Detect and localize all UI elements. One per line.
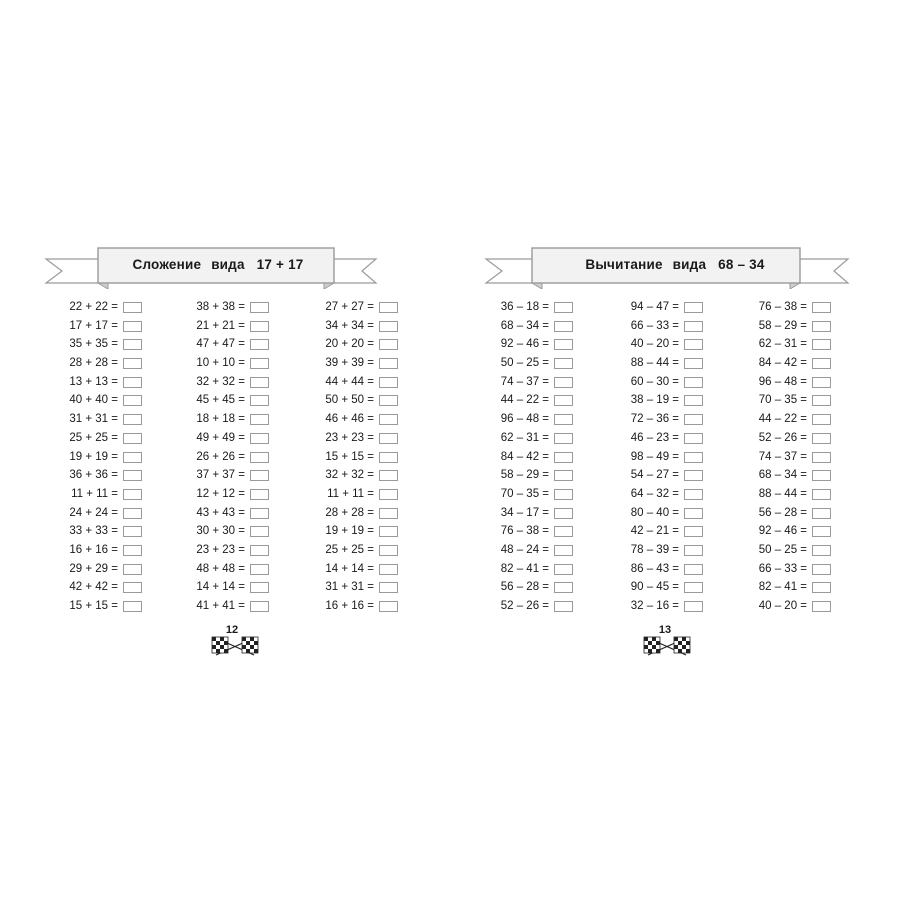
answer-box[interactable] <box>379 564 398 575</box>
answer-box[interactable] <box>554 526 573 537</box>
checkered-flags-icon <box>210 635 260 659</box>
answer-box[interactable] <box>554 452 573 463</box>
exercise-expression: 92 – 46 = <box>500 338 549 351</box>
exercise-expression: 49 + 49 = <box>196 431 245 444</box>
answer-box[interactable] <box>250 414 269 425</box>
exercise-row <box>139 506 269 525</box>
exercise-row <box>573 562 703 581</box>
answer-box[interactable] <box>554 302 573 313</box>
exercise-expression: 38 – 19 = <box>630 394 679 407</box>
exercise-expression: 11 + 11 = <box>71 487 118 500</box>
exercise-expression: 66 – 33 = <box>758 562 807 575</box>
answer-box[interactable] <box>250 470 269 481</box>
answer-box[interactable] <box>812 358 831 369</box>
exercise-row <box>268 431 398 450</box>
exercise-expression: 62 – 31 = <box>758 338 807 351</box>
exercise-expression: 39 + 39 = <box>325 357 374 370</box>
exercise-expression: 30 + 30 = <box>196 525 245 538</box>
exercise-row <box>573 543 703 562</box>
answer-box[interactable] <box>379 414 398 425</box>
answer-box[interactable] <box>554 489 573 500</box>
exercise-expression: 45 + 45 = <box>196 394 245 407</box>
exercise-row <box>12 599 142 618</box>
answer-box[interactable] <box>250 377 269 388</box>
answer-box[interactable] <box>812 582 831 593</box>
exercise-expression: 34 + 34 = <box>325 319 374 332</box>
exercise-row <box>139 300 269 319</box>
exercise-row <box>268 468 398 487</box>
answer-box[interactable] <box>250 433 269 444</box>
exercise-row <box>12 412 142 431</box>
exercise-expression: 46 + 46 = <box>325 413 374 426</box>
answer-box[interactable] <box>554 395 573 406</box>
exercise-row <box>12 450 142 469</box>
exercise-expression: 92 – 46 = <box>758 525 807 538</box>
exercise-expression: 10 + 10 = <box>196 357 245 370</box>
exercise-row <box>701 375 831 394</box>
exercise-expression: 50 – 25 = <box>500 357 549 370</box>
answer-box[interactable] <box>554 582 573 593</box>
exercise-row <box>12 356 142 375</box>
exercise-expression: 28 + 28 = <box>69 357 118 370</box>
exercise-row <box>12 375 142 394</box>
exercise-expression: 46 – 23 = <box>630 431 679 444</box>
exercise-expression: 38 + 38 = <box>196 301 245 313</box>
answer-box[interactable] <box>379 302 398 313</box>
title-banner <box>450 247 900 289</box>
section-title <box>0 257 443 272</box>
exercise-row <box>268 524 398 543</box>
exercise-row <box>573 300 703 319</box>
answer-box[interactable] <box>379 508 398 519</box>
answer-box[interactable] <box>812 545 831 556</box>
exercise-row <box>12 543 142 562</box>
answer-box[interactable] <box>379 545 398 556</box>
exercise-row <box>443 375 573 394</box>
exercise-row <box>139 468 269 487</box>
exercise-row <box>443 487 573 506</box>
exercise-row <box>573 487 703 506</box>
right-page <box>450 0 900 900</box>
exercise-row <box>443 580 573 599</box>
answer-box[interactable] <box>379 601 398 612</box>
exercise-expression: 88 – 44 = <box>630 357 679 370</box>
exercise-row <box>139 580 269 599</box>
answer-box[interactable] <box>250 601 269 612</box>
exercise-expression: 35 + 35 = <box>69 338 118 351</box>
exercise-row <box>573 599 703 618</box>
exercise-row <box>12 506 142 525</box>
checkered-flags-icon <box>642 635 692 659</box>
answer-box[interactable] <box>812 470 831 481</box>
exercise-row <box>139 431 269 450</box>
exercise-row <box>443 393 573 412</box>
exercise-expression: 90 – 45 = <box>630 581 679 594</box>
exercise-expression: 40 – 20 = <box>758 600 807 612</box>
exercise-row <box>443 300 573 319</box>
exercise-row <box>12 319 142 338</box>
exercise-expression: 68 – 34 = <box>758 469 807 482</box>
exercise-row <box>443 599 573 618</box>
answer-box[interactable] <box>554 339 573 350</box>
answer-box[interactable] <box>379 358 398 369</box>
exercise-expression: 80 – 40 = <box>630 506 679 519</box>
exercise-expression: 32 – 16 = <box>630 600 679 612</box>
exercise-row <box>573 375 703 394</box>
exercise-expression: 20 + 20 = <box>325 338 374 351</box>
exercise-row <box>139 450 269 469</box>
exercise-expression: 41 + 41 = <box>196 600 245 612</box>
answer-box[interactable] <box>250 302 269 313</box>
exercise-row <box>268 375 398 394</box>
answer-box[interactable] <box>554 321 573 332</box>
exercise-expression: 98 – 49 = <box>630 450 679 463</box>
exercise-expression: 33 + 33 = <box>69 525 118 538</box>
exercise-row <box>573 524 703 543</box>
answer-box[interactable] <box>250 545 269 556</box>
answer-box[interactable] <box>379 489 398 500</box>
exercise-row <box>701 543 831 562</box>
exercise-expression: 54 – 27 = <box>630 469 679 482</box>
exercise-row <box>701 562 831 581</box>
exercise-row <box>268 412 398 431</box>
section-title <box>450 257 900 272</box>
exercise-expression: 82 – 41 = <box>758 581 807 594</box>
exercise-expression: 52 – 26 = <box>758 431 807 444</box>
exercise-expression: 47 + 47 = <box>196 338 245 351</box>
answer-box[interactable] <box>812 508 831 519</box>
exercise-expression: 44 + 44 = <box>325 375 374 388</box>
exercise-row <box>139 524 269 543</box>
exercise-expression: 64 – 32 = <box>630 487 679 500</box>
exercise-expression: 74 – 37 = <box>758 450 807 463</box>
page-number: 12 <box>225 624 239 636</box>
exercise-expression: 16 + 16 = <box>325 600 374 612</box>
exercise-expression: 34 – 17 = <box>500 506 549 519</box>
exercise-expression: 37 + 37 = <box>196 469 245 482</box>
exercise-expression: 25 + 25 = <box>325 543 374 556</box>
answer-box[interactable] <box>379 339 398 350</box>
exercise-expression: 25 + 25 = <box>69 431 118 444</box>
exercise-row <box>12 337 142 356</box>
exercise-expression: 70 – 35 = <box>500 487 549 500</box>
exercise-expression: 16 + 16 = <box>69 543 118 556</box>
exercise-row <box>268 487 398 506</box>
exercise-row <box>573 412 703 431</box>
exercise-expression: 96 – 48 = <box>758 375 807 388</box>
exercise-expression: 52 – 26 = <box>500 600 549 612</box>
exercise-expression: 36 – 18 = <box>500 301 549 313</box>
exercise-expression: 44 – 22 = <box>500 394 549 407</box>
answer-box[interactable] <box>250 395 269 406</box>
exercise-row <box>701 506 831 525</box>
title-banner <box>0 247 450 289</box>
answer-box[interactable] <box>812 489 831 500</box>
exercise-expression: 14 + 14 = <box>196 581 245 594</box>
exercise-row <box>12 300 142 319</box>
exercise-row <box>443 337 573 356</box>
exercise-row <box>573 431 703 450</box>
exercise-row <box>12 562 142 581</box>
exercise-row <box>139 337 269 356</box>
answer-box[interactable] <box>812 564 831 575</box>
exercise-row <box>268 599 398 618</box>
exercise-row <box>139 393 269 412</box>
exercise-row <box>443 431 573 450</box>
exercise-row <box>701 524 831 543</box>
exercise-expression: 18 + 18 = <box>196 413 245 426</box>
exercise-expression: 12 + 12 = <box>196 487 245 500</box>
exercise-expression: 40 + 40 = <box>69 394 118 407</box>
exercise-expression: 84 – 42 = <box>758 357 807 370</box>
exercise-row <box>12 580 142 599</box>
exercise-expression: 13 + 13 = <box>69 375 118 388</box>
exercise-row <box>268 506 398 525</box>
exercise-expression: 76 – 38 = <box>758 301 807 313</box>
exercise-row <box>701 599 831 618</box>
exercise-row <box>701 487 831 506</box>
exercise-row <box>139 319 269 338</box>
answer-box[interactable] <box>379 377 398 388</box>
exercise-expression: 27 + 27 = <box>325 301 374 313</box>
answer-box[interactable] <box>812 302 831 313</box>
answer-box[interactable] <box>250 582 269 593</box>
exercise-expression: 23 + 23 = <box>325 431 374 444</box>
exercise-expression: 76 – 38 = <box>500 525 549 538</box>
exercise-row <box>268 300 398 319</box>
exercise-row <box>573 468 703 487</box>
exercise-expression: 66 – 33 = <box>630 319 679 332</box>
answer-box[interactable] <box>379 433 398 444</box>
exercise-row <box>139 356 269 375</box>
exercise-row <box>12 431 142 450</box>
answer-box[interactable] <box>812 414 831 425</box>
exercise-expression: 28 + 28 = <box>325 506 374 519</box>
answer-box[interactable] <box>812 601 831 612</box>
exercise-expression: 14 + 14 = <box>325 562 374 575</box>
exercise-row <box>268 580 398 599</box>
answer-box[interactable] <box>250 452 269 463</box>
answer-box[interactable] <box>554 601 573 612</box>
answer-box[interactable] <box>379 470 398 481</box>
exercise-column <box>443 300 573 618</box>
exercise-expression: 36 + 36 = <box>69 469 118 482</box>
answer-box[interactable] <box>812 526 831 537</box>
exercise-expression: 32 + 32 = <box>325 469 374 482</box>
answer-box[interactable] <box>554 433 573 444</box>
title-expression: 17 + 17 <box>256 257 304 272</box>
exercise-expression: 94 – 47 = <box>630 301 679 313</box>
answer-box[interactable] <box>379 321 398 332</box>
exercise-row <box>573 319 703 338</box>
exercise-row <box>139 375 269 394</box>
exercise-column <box>12 300 142 618</box>
exercise-expression: 21 + 21 = <box>196 319 245 332</box>
exercise-row <box>139 599 269 618</box>
exercise-expression: 24 + 24 = <box>69 506 118 519</box>
exercise-row <box>139 543 269 562</box>
exercise-row <box>443 506 573 525</box>
answer-box[interactable] <box>812 433 831 444</box>
answer-box[interactable] <box>554 470 573 481</box>
exercise-expression: 22 + 22 = <box>69 301 118 313</box>
exercise-row <box>701 412 831 431</box>
answer-box[interactable] <box>554 414 573 425</box>
exercise-expression: 19 + 19 = <box>325 525 374 538</box>
exercise-row <box>443 356 573 375</box>
answer-box[interactable] <box>554 358 573 369</box>
exercise-expression: 23 + 23 = <box>196 543 245 556</box>
title-word: Сложение <box>132 257 202 272</box>
answer-box[interactable] <box>379 452 398 463</box>
exercise-expression: 68 – 34 = <box>500 319 549 332</box>
exercise-row <box>443 468 573 487</box>
answer-box[interactable] <box>554 508 573 519</box>
exercise-expression: 31 + 31 = <box>325 581 374 594</box>
exercise-row <box>12 487 142 506</box>
answer-box[interactable] <box>812 395 831 406</box>
exercise-row <box>268 356 398 375</box>
exercise-row <box>701 580 831 599</box>
exercise-expression: 62 – 31 = <box>500 431 549 444</box>
exercise-expression: 72 – 36 = <box>630 413 679 426</box>
answer-box[interactable] <box>250 508 269 519</box>
exercise-expression: 60 – 30 = <box>630 375 679 388</box>
exercise-expression: 32 + 32 = <box>196 375 245 388</box>
exercise-row <box>701 337 831 356</box>
exercise-row <box>443 319 573 338</box>
answer-box[interactable] <box>250 564 269 575</box>
exercise-expression: 96 – 48 = <box>500 413 549 426</box>
exercise-expression: 58 – 29 = <box>758 319 807 332</box>
exercise-row <box>573 450 703 469</box>
answer-box[interactable] <box>554 564 573 575</box>
exercise-expression: 17 + 17 = <box>69 319 118 332</box>
exercise-row <box>573 337 703 356</box>
answer-box[interactable] <box>250 526 269 537</box>
exercise-row <box>139 562 269 581</box>
answer-box[interactable] <box>554 377 573 388</box>
exercise-row <box>443 450 573 469</box>
exercise-row <box>701 450 831 469</box>
exercise-expression: 86 – 43 = <box>630 562 679 575</box>
exercise-row <box>12 524 142 543</box>
exercise-expression: 44 – 22 = <box>758 413 807 426</box>
exercise-expression: 42 – 21 = <box>630 525 679 538</box>
exercise-row <box>573 356 703 375</box>
exercise-row <box>443 562 573 581</box>
exercise-row <box>443 524 573 543</box>
answer-box[interactable] <box>379 582 398 593</box>
exercise-row <box>701 468 831 487</box>
exercise-column <box>139 300 269 618</box>
exercise-row <box>268 337 398 356</box>
answer-box[interactable] <box>250 358 269 369</box>
exercise-row <box>701 319 831 338</box>
exercise-expression: 29 + 29 = <box>69 562 118 575</box>
answer-box[interactable] <box>250 321 269 332</box>
exercise-expression: 19 + 19 = <box>69 450 118 463</box>
exercise-row <box>701 300 831 319</box>
title-word: вида <box>672 257 707 272</box>
title-word: Вычитание <box>585 257 663 272</box>
answer-box[interactable] <box>554 545 573 556</box>
answer-box[interactable] <box>379 395 398 406</box>
answer-box[interactable] <box>250 489 269 500</box>
exercise-expression: 56 – 28 = <box>758 506 807 519</box>
exercise-expression: 58 – 29 = <box>500 469 549 482</box>
answer-box[interactable] <box>812 339 831 350</box>
answer-box[interactable] <box>379 526 398 537</box>
answer-box[interactable] <box>812 321 831 332</box>
exercise-expression: 48 + 48 = <box>196 562 245 575</box>
exercise-row <box>139 487 269 506</box>
title-expression: 68 – 34 <box>718 257 765 272</box>
exercise-expression: 15 + 15 = <box>69 600 118 612</box>
exercise-row <box>268 450 398 469</box>
exercise-row <box>268 562 398 581</box>
exercise-column <box>573 300 703 618</box>
exercise-row <box>573 393 703 412</box>
exercise-row <box>701 431 831 450</box>
exercise-expression: 48 – 24 = <box>500 543 549 556</box>
exercise-expression: 11 + 11 = <box>327 487 374 500</box>
exercise-row <box>268 543 398 562</box>
exercise-row <box>12 393 142 412</box>
exercise-expression: 70 – 35 = <box>758 394 807 407</box>
exercise-expression: 15 + 15 = <box>325 450 374 463</box>
exercise-row <box>573 580 703 599</box>
exercise-row <box>139 412 269 431</box>
exercise-row <box>268 393 398 412</box>
exercise-row <box>701 393 831 412</box>
exercise-expression: 43 + 43 = <box>196 506 245 519</box>
exercise-expression: 31 + 31 = <box>69 413 118 426</box>
page-number: 13 <box>658 624 672 636</box>
exercise-expression: 74 – 37 = <box>500 375 549 388</box>
exercise-row <box>573 506 703 525</box>
exercise-expression: 50 + 50 = <box>325 394 374 407</box>
exercise-row <box>12 468 142 487</box>
exercise-row <box>443 543 573 562</box>
exercise-expression: 78 – 39 = <box>630 543 679 556</box>
exercise-expression: 82 – 41 = <box>500 562 549 575</box>
exercise-row <box>701 356 831 375</box>
exercise-column <box>268 300 398 618</box>
answer-box[interactable] <box>812 452 831 463</box>
answer-box[interactable] <box>812 377 831 388</box>
exercise-expression: 26 + 26 = <box>196 450 245 463</box>
exercise-column <box>701 300 831 618</box>
exercise-expression: 56 – 28 = <box>500 581 549 594</box>
answer-box[interactable] <box>250 339 269 350</box>
title-word: вида <box>211 257 245 272</box>
exercise-expression: 84 – 42 = <box>500 450 549 463</box>
exercise-expression: 40 – 20 = <box>630 338 679 351</box>
exercise-row <box>443 412 573 431</box>
exercise-expression: 50 – 25 = <box>758 543 807 556</box>
exercise-expression: 42 + 42 = <box>69 581 118 594</box>
exercise-row <box>268 319 398 338</box>
exercise-expression: 88 – 44 = <box>758 487 807 500</box>
